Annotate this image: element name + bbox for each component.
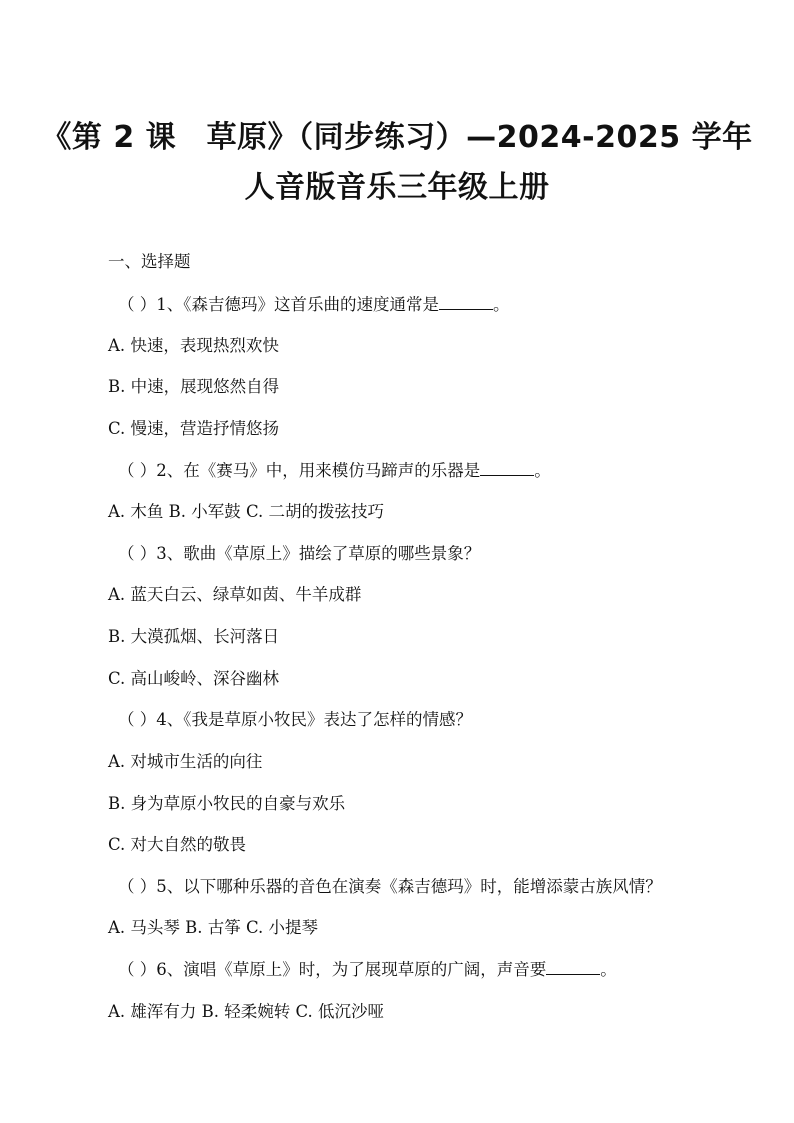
question-1-stem: （ ）1、《森吉德玛》这首乐曲的速度通常是	[118, 295, 439, 314]
section-heading: 一、选择题	[108, 252, 191, 271]
question-5-options: A. 马头琴 B. 古筝 C. 小提琴	[108, 918, 319, 937]
question-3	[118, 542, 480, 566]
question-1-option-a: A. 快速，表现热烈欢快	[108, 336, 279, 355]
answer-blank-6	[546, 958, 600, 975]
question-4-option-b: B. 身为草原小牧民的自豪与欢乐	[108, 794, 346, 813]
question-5-stem: （ ）5、以下哪种乐器的音色在演奏《森吉德玛》时，能增添蒙古族风情？	[118, 877, 662, 896]
question-3-stem: （ ）3、歌曲《草原上》描绘了草原的哪些景象？	[118, 544, 481, 563]
question-4-stem: （ ）4、《我是草原小牧民》表达了怎样的情感？	[118, 710, 472, 729]
question-2-end: 。	[534, 461, 551, 480]
question-1-option-c: C. 慢速，营造抒情悠扬	[108, 419, 280, 438]
question-4-option-a: A. 对城市生活的向往	[108, 752, 263, 771]
question-6	[118, 958, 617, 982]
question-4-option-c: C. 对大自然的敬畏	[108, 835, 247, 854]
question-3-option-a: A. 蓝天白云、绿草如茵、牛羊成群	[108, 585, 362, 604]
question-1	[118, 293, 510, 317]
document-title-line-2: 人音版音乐三年级上册	[244, 170, 550, 205]
question-5	[118, 875, 662, 899]
question-6-options: A. 雄浑有力 B. 轻柔婉转 C. 低沉沙哑	[108, 1002, 385, 1021]
question-1-option-b: B. 中速，展现悠然自得	[108, 377, 280, 396]
question-2-options: A. 木鱼 B. 小军鼓 C. 二胡的拨弦技巧	[108, 502, 385, 521]
question-6-end: 。	[600, 960, 617, 979]
answer-blank-1	[439, 293, 493, 310]
question-6-stem: （ ）6、演唱《草原上》时，为了展现草原的广阔，声音要	[118, 960, 547, 979]
answer-blank-2	[480, 459, 534, 476]
question-4	[118, 708, 472, 732]
document-title-line-1: 《第 2 课 草原》（同步练习）—2024-2025 学年	[41, 120, 753, 155]
question-3-option-c: C. 高山峻岭、深谷幽林	[108, 669, 280, 688]
question-2-stem: （ ）2、在《赛马》中，用来模仿马蹄声的乐器是	[118, 461, 481, 480]
question-2	[118, 459, 551, 483]
question-1-end: 。	[493, 295, 510, 314]
question-3-option-b: B. 大漠孤烟、长河落日	[108, 627, 280, 646]
